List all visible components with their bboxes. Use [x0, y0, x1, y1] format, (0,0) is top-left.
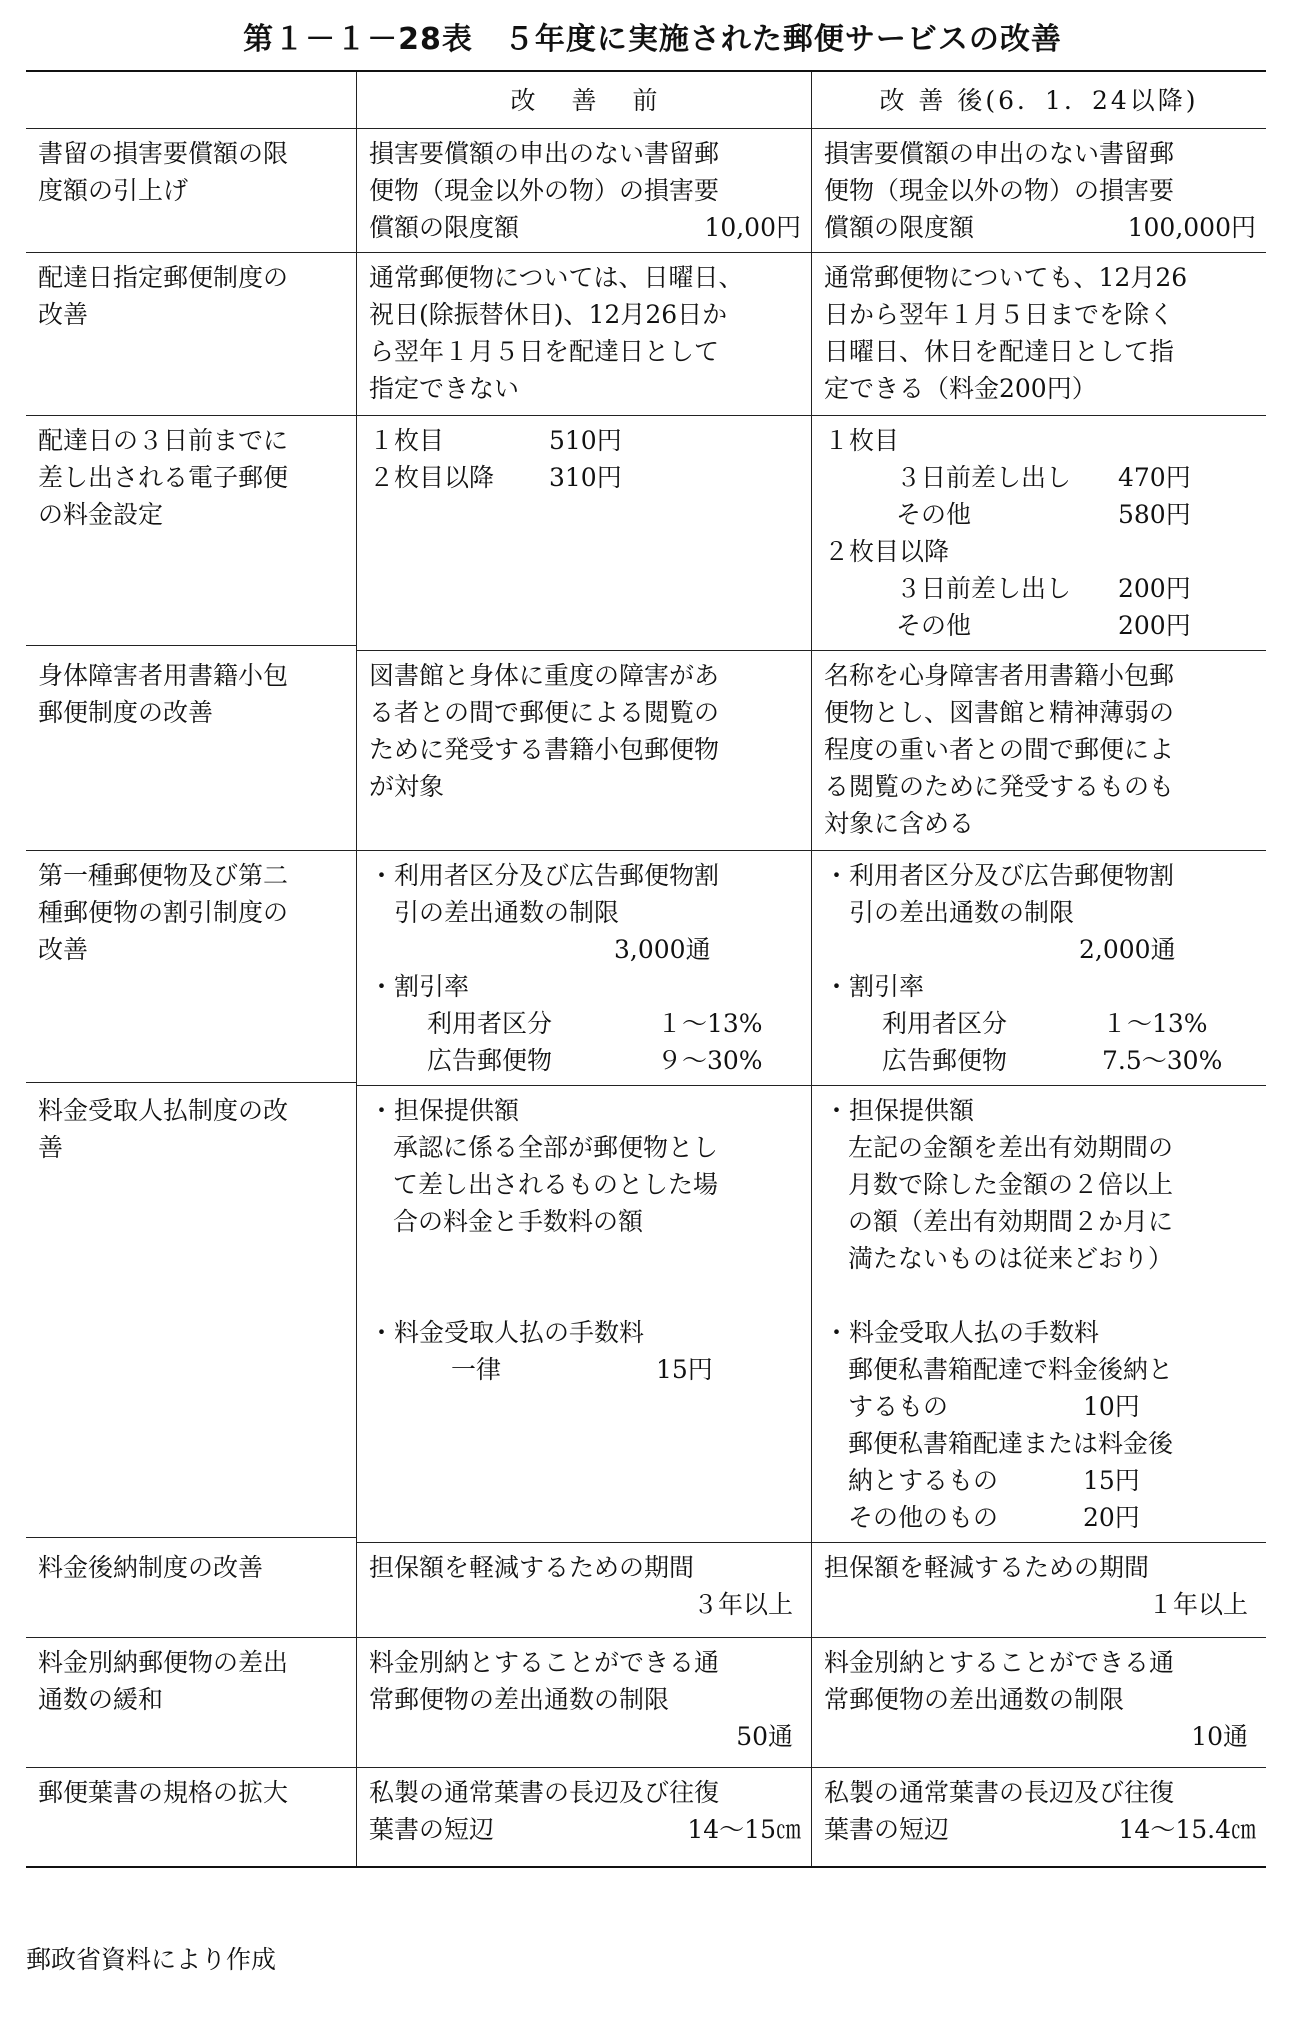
row-8-item-line: 料金別納郵便物の差出: [38, 1648, 289, 1677]
row-1-before-line: 損害要償額の申出のない書留郵: [369, 139, 720, 168]
row-4-after-line: 名称を心身障害者用書籍小包郵: [824, 661, 1175, 690]
row-6-after-fee1-line: 郵便私書箱配達で料金後納と: [848, 1355, 1174, 1384]
row-4-item-line: 郵便制度の改善: [38, 698, 214, 727]
row-1-before: [356, 129, 811, 253]
row-8-item: [26, 1638, 356, 1768]
row-1-before-value: 10,00円: [704, 213, 801, 242]
row-4-after-line: 便物とし、図書館と精神薄弱の: [824, 698, 1175, 727]
table-title: 第１－１－28表 ５年度に実施された郵便サービスの改善: [243, 22, 1062, 57]
row-6-item: [26, 1086, 356, 1538]
row-5-before-limit: 3,000通: [614, 935, 711, 964]
row-7-after-value: １年以上: [1147, 1590, 1248, 1619]
row-9-after-label: 葉書の短辺: [824, 1815, 950, 1844]
row-8-before-value: 50通: [736, 1722, 793, 1751]
row-3-after-second-sub1-value: 200円: [1118, 574, 1191, 603]
row-4-before-line: 図書館と身体に重度の障害があ: [369, 661, 720, 690]
row-3-before-second: [369, 459, 801, 496]
row-3-before-first-value: 510円: [549, 426, 622, 455]
row-6-before: [356, 1086, 811, 1543]
row-5-before-rate1: [369, 1005, 801, 1042]
row-7-item: [26, 1543, 356, 1638]
row-3-after-first-sub2: [824, 496, 1256, 533]
row-2-before-line: 通常郵便物については、日曜日、: [369, 263, 744, 292]
row-8-after-value: 10通: [1191, 1722, 1248, 1751]
row-9-after: [811, 1768, 1266, 1866]
row-5-before-rate2-value: ９～30%: [657, 1046, 763, 1075]
row-6-after-bullet1: ・担保提供額: [824, 1096, 975, 1125]
row-6-after-line: 満たないものは従来どおり）: [848, 1244, 1174, 1273]
row-5-item-line: 改善: [38, 935, 89, 964]
header-before-cell: [356, 72, 811, 129]
row-6-after-line: の額（差出有効期間２か月に: [848, 1207, 1174, 1236]
row-5-before-bullet1-line: ・利用者区分及び広告郵便物割: [369, 861, 720, 890]
row-3-after-first-sub2-value: 580円: [1118, 500, 1191, 529]
row-6-item-line: 善: [38, 1133, 64, 1162]
row-2-after-line: 定できる（料金200円）: [824, 374, 1097, 403]
row-3-item-line: 配達日の３日前までに: [38, 426, 289, 455]
row-6-after-spacer: [824, 1277, 1256, 1314]
row-5-after-bullet2: ・割引率: [824, 972, 925, 1001]
row-4-before: [356, 651, 811, 851]
row-9-before-line: 私製の通常葉書の長辺及び往復: [369, 1778, 720, 1807]
row-1-after: [811, 129, 1266, 253]
row-7-before-line: 担保額を軽減するための期間: [369, 1553, 695, 1582]
row-3-after-first-sub1-label: ３日前差し出し: [896, 463, 1072, 492]
row-6-item-line: 料金受取人払制度の改: [38, 1096, 289, 1125]
row-1-after-label: 償額の限度額: [824, 213, 975, 242]
row-2-item-line: 改善: [38, 300, 89, 329]
row-3-item-line: の料金設定: [38, 500, 164, 529]
row-6-after-fee2-label: 納とするもの: [848, 1466, 999, 1495]
row-6-before-bullet2: ・料金受取人払の手数料: [369, 1318, 645, 1347]
row-4-after-line: 対象に含める: [824, 809, 975, 838]
row-1-item-line: 書留の損害要償額の限: [38, 139, 289, 168]
row-8-item-line: 通数の緩和: [38, 1685, 164, 1714]
header-after-label: 改 善 後(6．1．24以降): [879, 85, 1199, 115]
table-grid: [26, 72, 1266, 1866]
row-1-after-line: 便物（現金以外の物）の損害要: [824, 176, 1175, 205]
row-7-after: [811, 1543, 1266, 1638]
row-4-item-line: 身体障害者用書籍小包: [38, 661, 289, 690]
row-2-item: [26, 253, 356, 416]
row-5-item: [26, 851, 356, 1083]
row-5-after-rate2-label: 広告郵便物: [882, 1046, 1008, 1075]
comparison-table: [26, 70, 1266, 1868]
row-9-before-label: 葉書の短辺: [369, 1815, 495, 1844]
row-3-after-first-sub1-value: 470円: [1118, 463, 1191, 492]
row-5-after-bullet1-line: 引の差出通数の制限: [824, 898, 1075, 927]
row-5-before-rate1-label: 利用者区分: [427, 1009, 553, 1038]
row-6-before-spacer: [369, 1277, 801, 1314]
row-3-after-second-sub2-value: 200円: [1118, 611, 1191, 640]
row-2-after-line: 通常郵便物についても、12月26: [824, 263, 1188, 292]
row-4-before-line: が対象: [369, 772, 445, 801]
row-1-after-amount: [824, 209, 1256, 246]
row-8-before-line: 常郵便物の差出通数の制限: [369, 1685, 670, 1714]
row-6-before-spacer: [369, 1240, 801, 1277]
row-9-before-value: 14～15㎝: [687, 1815, 801, 1844]
row-5-after-rate2-value: 7.5～30%: [1102, 1046, 1223, 1075]
row-6-after-fee1: [824, 1388, 1256, 1425]
row-3-before-first-label: １枚目: [369, 426, 445, 455]
row-6-after-fee3-value: 20円: [1083, 1503, 1140, 1532]
row-3-before-second-value: 310円: [549, 463, 622, 492]
row-4-item: [26, 651, 356, 851]
row-7-before: [356, 1543, 811, 1638]
row-4-before-line: ために発受する書籍小包郵便物: [369, 735, 720, 764]
row-3-after-first-sub2-label: その他: [896, 500, 972, 529]
row-3-after-second-sub1-label: ３日前差し出し: [896, 574, 1072, 603]
row-6-before-fee: [369, 1351, 801, 1388]
row-7-item-line: 料金後納制度の改善: [38, 1553, 264, 1582]
row-5-after-rate2: [824, 1042, 1256, 1079]
row-5-before-bullet1-line: 引の差出通数の制限: [369, 898, 620, 927]
row-6-after: [811, 1086, 1266, 1543]
row-6-before-fee-label: 一律: [451, 1355, 502, 1384]
row-1-after-line: 損害要償額の申出のない書留郵: [824, 139, 1175, 168]
row-8-before-line: 料金別納とすることができる通: [369, 1648, 720, 1677]
row-9-before: [356, 1768, 811, 1866]
row-6-after-line: 月数で除した金額の２倍以上: [848, 1170, 1174, 1199]
row-5-after-rate1: [824, 1005, 1256, 1042]
row-2-before-line: ら翌年１月５日を配達日として: [369, 337, 720, 366]
row-5-after-bullet1-line: ・利用者区分及び広告郵便物割: [824, 861, 1175, 890]
row-5-before-rate2-label: 広告郵便物: [427, 1046, 553, 1075]
row-9-after-size: [824, 1811, 1256, 1848]
row-1-item-line: 度額の引上げ: [38, 176, 189, 205]
row-3-after-second-sub2: [824, 607, 1256, 644]
row-5-item-line: 種郵便物の割引制度の: [38, 898, 289, 927]
row-5-before-rate2: [369, 1042, 801, 1079]
row-5-after: [811, 851, 1266, 1086]
header-after-cell: [811, 72, 1266, 129]
row-3-item: [26, 416, 356, 646]
row-2-after-line: 日から翌年１月５日までを除く: [824, 300, 1175, 329]
row-3-before-second-label: ２枚目以降: [369, 463, 495, 492]
row-9-before-size: [369, 1811, 801, 1848]
row-4-before-line: る者との間で郵便による閲覧の: [369, 698, 720, 727]
row-3-after: [811, 416, 1266, 651]
row-6-after-fee2-line: 郵便私書箱配達または料金後: [848, 1429, 1174, 1458]
row-1-before-label: 償額の限度額: [369, 213, 520, 242]
row-8-before: [356, 1638, 811, 1768]
row-4-after: [811, 651, 1266, 851]
row-3-before: [356, 416, 811, 651]
source-note: 郵政省資料により作成: [26, 1945, 277, 1974]
row-3-after-second-sub1: [824, 570, 1256, 607]
row-7-before-value: ３年以上: [692, 1590, 793, 1619]
row-2-before-line: 指定できない: [369, 374, 520, 403]
row-3-after-first-sub1: [824, 459, 1256, 496]
row-2-before-line: 祝日(除振替休日)、12月26日か: [369, 300, 728, 329]
row-4-after-line: 程度の重い者との間で郵便によ: [824, 735, 1175, 764]
row-5-after-limit: 2,000通: [1079, 935, 1176, 964]
row-3-before-first: [369, 422, 801, 459]
row-1-after-value: 100,000円: [1127, 213, 1256, 242]
row-6-before-line: 合の料金と手数料の額: [393, 1207, 644, 1236]
row-6-after-fee1-value: 10円: [1083, 1392, 1140, 1421]
row-8-after-line: 料金別納とすることができる通: [824, 1648, 1175, 1677]
row-8-after-line: 常郵便物の差出通数の制限: [824, 1685, 1125, 1714]
row-4-after-line: る閲覧のために発受するものも: [824, 772, 1175, 801]
row-6-before-bullet1: ・担保提供額: [369, 1096, 520, 1125]
row-2-item-line: 配達日指定郵便制度の: [38, 263, 289, 292]
header-item-cell: [26, 72, 356, 129]
row-3-after-first-label: １枚目: [824, 426, 900, 455]
row-2-after: [811, 253, 1266, 416]
row-9-item-line: 郵便葉書の規格の拡大: [38, 1778, 289, 1807]
row-6-before-fee-value: 15円: [656, 1355, 713, 1384]
row-2-after-line: 日曜日、休日を配達日として指: [824, 337, 1175, 366]
row-6-after-fee3-label: その他のもの: [848, 1503, 999, 1532]
row-1-before-amount: [369, 209, 801, 246]
row-1-before-line: 便物（現金以外の物）の損害要: [369, 176, 720, 205]
row-5-after-rate1-value: １～13%: [1102, 1009, 1208, 1038]
row-5-before: [356, 851, 811, 1086]
row-1-item: [26, 129, 356, 253]
row-7-after-line: 担保額を軽減するための期間: [824, 1553, 1150, 1582]
row-6-before-line: て差し出されるものとした場: [393, 1170, 719, 1199]
header-before-label: 改善前: [510, 85, 694, 115]
row-8-after: [811, 1638, 1266, 1768]
row-3-after-second-sub2-label: その他: [896, 611, 972, 640]
row-9-after-value: 14～15.4㎝: [1118, 1815, 1256, 1844]
row-6-after-fee1-label: するもの: [848, 1392, 949, 1421]
row-6-after-fee3: [824, 1499, 1256, 1536]
row-5-before-rate1-value: １～13%: [657, 1009, 763, 1038]
row-5-after-rate1-label: 利用者区分: [882, 1009, 1008, 1038]
row-3-item-line: 差し出される電子郵便: [38, 463, 289, 492]
row-9-after-line: 私製の通常葉書の長辺及び往復: [824, 1778, 1175, 1807]
row-3-after-second-label: ２枚目以降: [824, 537, 950, 566]
row-2-before: [356, 253, 811, 416]
row-6-after-line: 左記の金額を差出有効期間の: [848, 1133, 1174, 1162]
row-6-after-fee2: [824, 1462, 1256, 1499]
row-9-item: [26, 1768, 356, 1866]
row-6-after-bullet2: ・料金受取人払の手数料: [824, 1318, 1100, 1347]
row-5-before-bullet2: ・割引率: [369, 972, 470, 1001]
row-6-before-line: 承認に係る全部が郵便物とし: [393, 1133, 719, 1162]
row-6-after-fee2-value: 15円: [1083, 1466, 1140, 1495]
row-5-item-line: 第一種郵便物及び第二: [38, 861, 289, 890]
